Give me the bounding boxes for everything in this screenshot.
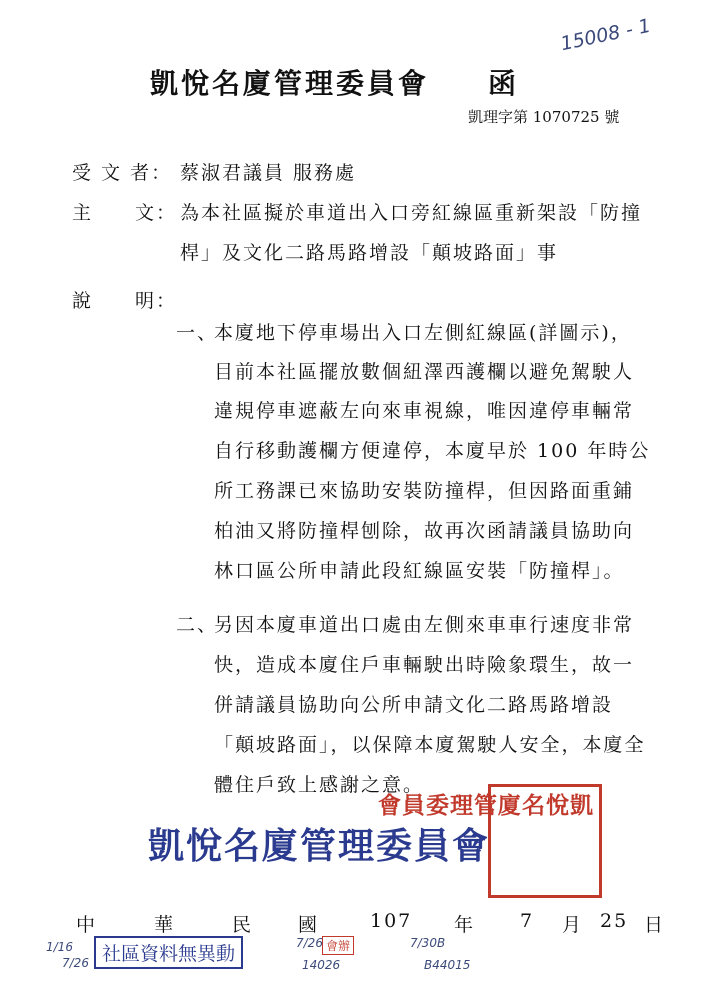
explanation-item-2-line: 另因本廈車道出口處由左側來車車行速度非常 <box>214 614 635 636</box>
explanation-item-2-line: 併請議員協助向公所申請文化二路馬路增設 <box>214 694 614 716</box>
explanation-item-1-line: 違規停車遮蔽左向來車視線，唯因違停車輛常 <box>214 400 635 422</box>
explanation-item-2-line: 體住戶致上感謝之意。 <box>214 774 425 796</box>
handwriting-note-1: 1/16 <box>46 940 73 954</box>
date-day: 25 <box>600 910 629 932</box>
organization-stamp: 凱悅名廈管理委員會 <box>148 826 491 867</box>
official-red-seal <box>374 784 602 898</box>
explanation-item-1-line: 目前本社區擺放數個紐澤西護欄以避免駕駛人 <box>214 361 635 383</box>
date-char-1: 中 <box>76 914 98 936</box>
date-month: 7 <box>520 910 535 932</box>
explanation-item-1-line: 林口區公所申請此段紅線區安裝「防撞桿」。 <box>214 560 625 582</box>
document-number: 凱理字第 1070725 號 <box>468 108 620 126</box>
red-seal-text: 凱悅名廈管理委員會 <box>374 793 593 816</box>
explanation-label: 說 明： <box>72 290 178 312</box>
handwriting-note-5: 7/30B <box>410 936 446 950</box>
archive-stamp: 社區資料無異動 <box>94 936 243 969</box>
date-char-2: 華 <box>154 914 176 936</box>
handwriting-note-3: 14026 <box>302 958 341 972</box>
handwriting-note-4: 7/26 <box>296 936 323 950</box>
date-year: 107 <box>370 910 413 932</box>
handwritten-reference: 15008 - 1 <box>558 14 653 56</box>
subject-label: 主 文： <box>72 202 178 224</box>
explanation-item-1-line: 本廈地下停車場出入口左側紅線區(詳圖示)， <box>214 322 632 344</box>
recipient: 蔡淑君議員 服務處 <box>180 162 357 184</box>
date-day-unit: 日 <box>644 914 666 936</box>
handwriting-note-2: 7/26 <box>62 956 89 970</box>
explanation-item-1-line: 柏油又將防撞桿刨除，故再次函請議員協助向 <box>214 520 635 542</box>
subject-line-2: 桿」及文化二路馬路增設「顛坡路面」事 <box>180 242 559 264</box>
explanation-item-1-number: 一、 <box>176 322 219 344</box>
small-red-stamp: 會辦 <box>322 936 354 955</box>
date-char-3: 民 <box>232 914 254 936</box>
explanation-item-2-line: 快，造成本廈住戶車輛駛出時險象環生，故一 <box>214 654 635 676</box>
explanation-item-1-line: 所工務課已來協助安裝防撞桿，但因路面重鋪 <box>214 480 635 502</box>
recipient-label: 受 文 者： <box>72 162 173 184</box>
document-type: 函 <box>488 67 517 100</box>
explanation-item-2-number: 二、 <box>176 614 219 636</box>
date-char-4: 國 <box>298 914 320 936</box>
explanation-item-2-line: 「顛坡路面」，以保障本廈駕駛人安全，本廈全 <box>214 734 646 756</box>
handwriting-note-6: B44015 <box>424 958 471 972</box>
date-month-unit: 月 <box>562 914 584 936</box>
letterhead-title: 凱悅名廈管理委員會 <box>150 67 430 100</box>
explanation-item-1-line: 自行移動護欄方便違停，本廈早於 100 年時公 <box>214 440 651 462</box>
subject-line-1: 為本社區擬於車道出入口旁紅線區重新架設「防撞 <box>180 202 643 224</box>
date-year-unit: 年 <box>454 914 476 936</box>
